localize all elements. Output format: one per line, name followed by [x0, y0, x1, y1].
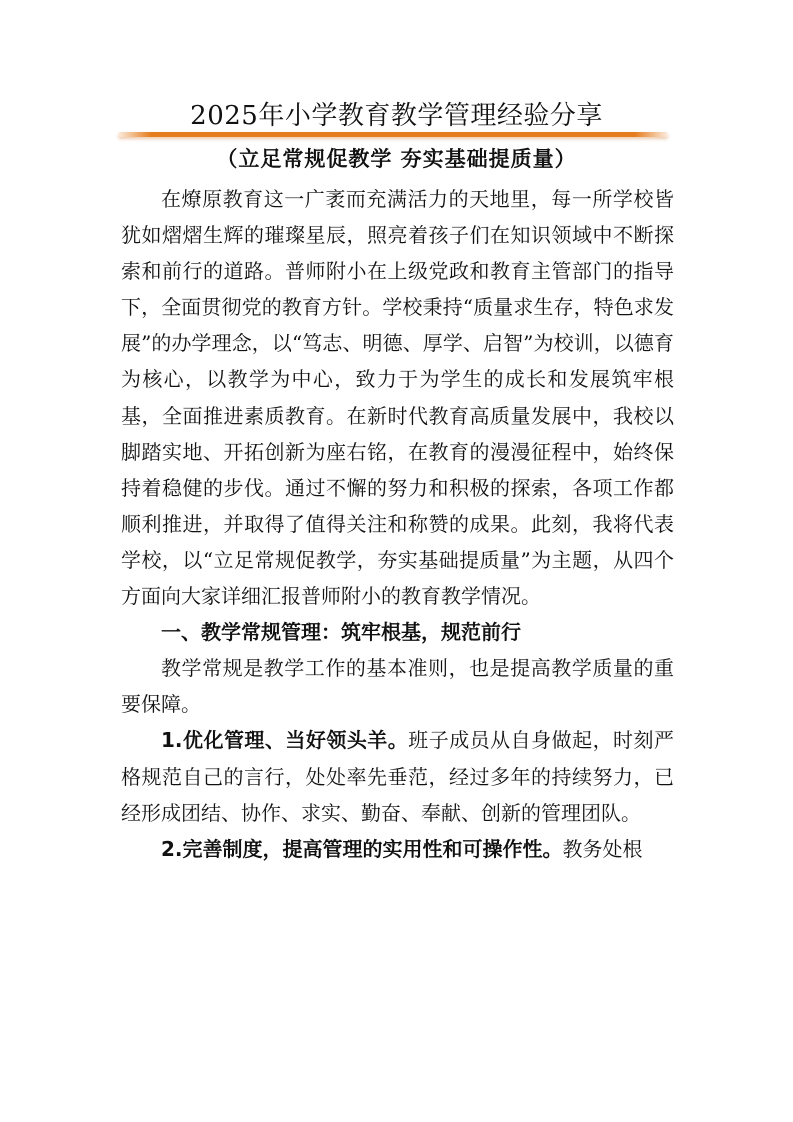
section1-item-1: [121, 722, 674, 830]
section1-item-2-lead: 2.完善制度，提高管理的实用性和可操作性。: [161, 836, 563, 861]
section1-item-1-text: 班子成员从自身做起，时刻严格规范自己的言行，处处率先垂范，经过多年的持续努力，已经形成团结、协作、求实、勤奋、奉献、创新的管理团队。: [121, 728, 675, 825]
section1-intro-paragraph: 教学常规是教学工作的基本准则，也是提高教学质量的重要保障。: [121, 656, 674, 717]
document-title: 2025年小学教育教学管理经验分享: [190, 101, 603, 131]
section1-item-1-lead: 1.优化管理、当好领头羊。: [161, 728, 409, 753]
intro-paragraph: 在燎原教育这一广袤而充满活力的天地里，每一所学校皆犹如熠熠生辉的璀璨星辰，照亮着孩子们在知识领域中不断探索和前行的道路。普师附小在上级党政和教育主管部门的指导下，全面贯彻党的教育方针。学校秉持“质量求生存，特色求发展”的办学理念，以“笃志、明德、厚学、启智”为校训，以德育为核心，以教学为中心，致力于为学生的成长和发展筑牢根基，全面推进素质教育。在新时代教育高质量发展中，我校以脚踏实地、开拓创新为座右铭，在教育的漫漫征程中，始终保持着稳健的步伐。通过不懈的努力和积极的探索，各项工作都顺利推进，并取得了值得关注和称赞的成果。此刻，我将代表学校，以“立足常规促教学，夯实基础提质量”为主题，从四个方面向大家详细汇报普师附小的教育教学情况。: [121, 187, 674, 609]
section1-item-2: [121, 831, 674, 867]
document-subtitle: （立足常规促教学 夯实基础提质量）: [216, 147, 577, 171]
document-body: [121, 181, 674, 867]
title-underline-decoration: [118, 132, 668, 137]
section1-item-2-text: 教务处根: [562, 836, 643, 861]
section-heading-1: 一、教学常规管理：筑牢根基，规范前行: [161, 620, 521, 645]
